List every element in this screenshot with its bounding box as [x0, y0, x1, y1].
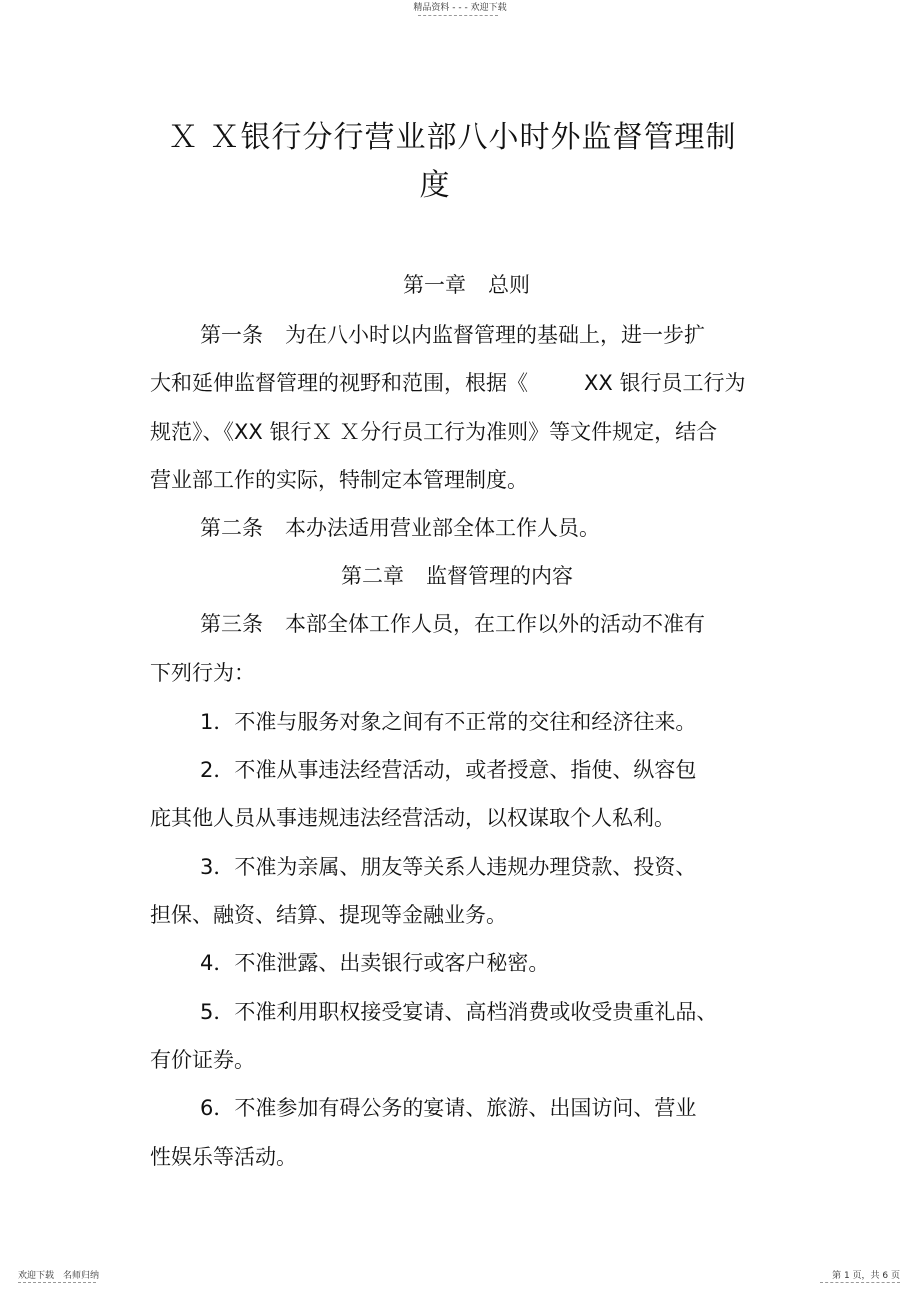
list-item-5-line-2: 有价证券。	[150, 1048, 255, 1072]
article-2-text: 本办法适用营业部全体工作人员。	[285, 516, 600, 540]
list-item-3-line-1: 3．不准为亲属、朋友等关系人违规办理贷款、投资、	[200, 855, 697, 879]
chapter-1-label: 第一章	[403, 273, 466, 297]
chapter-2-heading	[341, 563, 573, 589]
page-header-banner: 精品资料 - - - 欢迎下载	[413, 3, 507, 13]
article-1-text-1: 为在八小时以内监督管理的基础上，进一步扩	[285, 323, 705, 347]
article-3-first-line	[200, 611, 705, 637]
footer-left-divider	[18, 1282, 96, 1283]
article-2	[200, 515, 600, 541]
chapter-2-label: 第二章	[341, 564, 404, 588]
list-item-2-line-2: 庇其他人员从事违规违法经营活动，以权谋取个人私利。	[150, 806, 675, 830]
title-line-1: Ｘ Ｘ银行分行营业部八小时外监督管理制	[168, 120, 737, 155]
footer-left-text: 欢迎下载 名师归纳	[18, 1271, 100, 1281]
list-item-5-line-1: 5．不准利用职权接受宴请、高档消费或收受贵重礼品、	[200, 1000, 718, 1024]
article-1-text-2b: XX 银行员工行为	[584, 371, 746, 395]
article-1-line-2	[150, 370, 745, 396]
chapter-1-name: 总则	[488, 273, 530, 297]
article-1-label: 第一条	[200, 323, 263, 347]
list-item-1: 1．不准与服务对象之间有不正常的交往和经济往来。	[200, 710, 697, 734]
article-1-first-line	[200, 322, 705, 348]
article-2-label: 第二条	[200, 516, 263, 540]
article-3-text-1: 本部全体工作人员，在工作以外的活动不准有	[285, 612, 705, 636]
footer-right-divider	[820, 1282, 900, 1283]
chapter-1-heading	[403, 272, 530, 298]
page-number: 第 1 页，共 6 页	[832, 1271, 900, 1281]
list-item-3-line-2: 担保、融资、结算、提现等金融业务。	[150, 903, 507, 927]
article-3-line-2: 下列行为：	[150, 661, 255, 685]
title-line-2: 度	[419, 168, 451, 203]
article-1-line-4: 营业部工作的实际，特制定本管理制度。	[150, 468, 528, 492]
header-divider	[418, 15, 498, 16]
document-title	[150, 118, 790, 206]
list-item-2-line-1: 2．不准从事违法经营活动，或者授意、指使、纵容包	[200, 758, 697, 782]
chapter-2-name: 监督管理的内容	[426, 564, 573, 588]
list-item-6-line-1: 6．不准参加有碍公务的宴请、旅游、出国访问、营业	[200, 1096, 697, 1120]
list-item-6-line-2: 性娱乐等活动。	[150, 1145, 297, 1169]
article-3-label: 第三条	[200, 612, 263, 636]
article-1-line-3: 规范》、《XX 银行Ｘ Ｘ分行员工行为准则》等文件规定，结合	[150, 420, 718, 444]
article-1-text-2a: 大和延伸监督管理的视野和范围，根据《	[150, 371, 528, 395]
list-item-4: 4．不准泄露、出卖银行或客户秘密。	[200, 951, 550, 975]
